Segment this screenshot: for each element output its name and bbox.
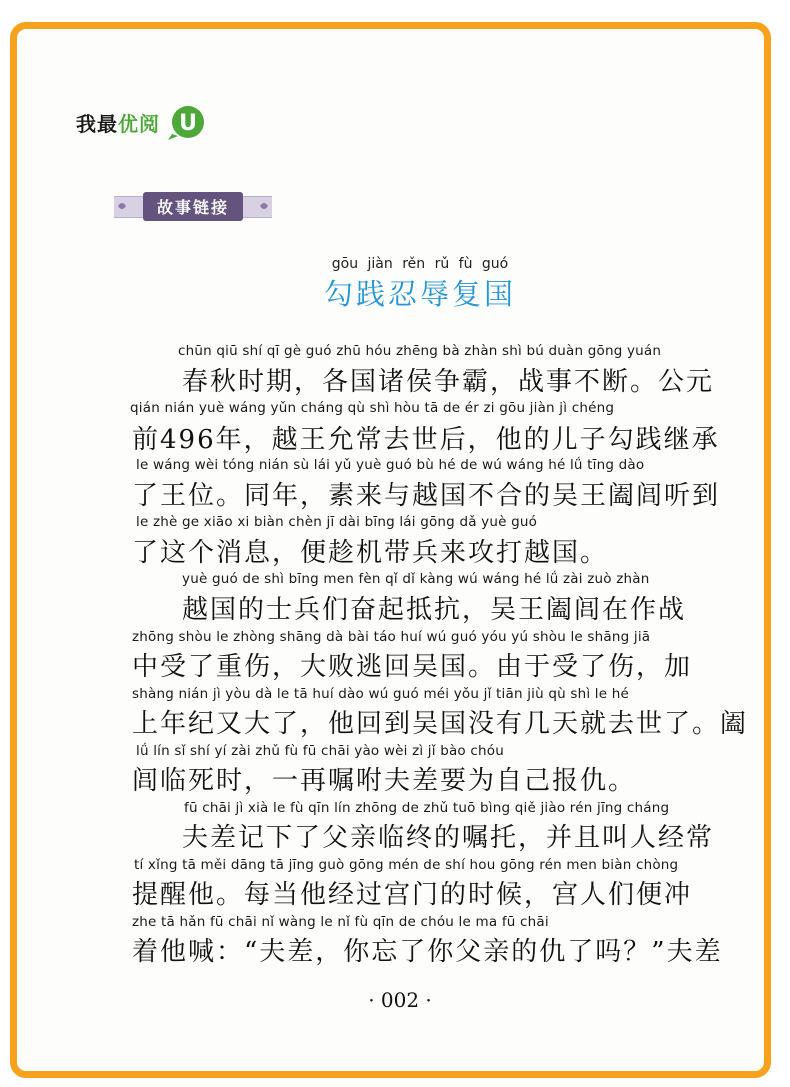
text-line: 越国的士兵们奋起抵抗，吴王阖闾在作战: [182, 595, 687, 625]
pinyin-line: zhōng shòu le zhòng shāng dà bài táo huí wú guó yóu yú shòu le shāng jiā: [132, 629, 651, 645]
text-line: 中受了重伤，大败逃回吴国。由于受了伤，加: [132, 652, 693, 682]
text-line: 着他喊：“夫差，你忘了你父亲的仇了吗？”夫差: [132, 937, 723, 967]
brand-highlight: 优阅: [118, 111, 160, 136]
ornament-right-icon: [258, 198, 270, 214]
pinyin-line: tí xǐng tā měi dāng tā jīng guò gōng mén de shí hou gōng rén men biàn chòng: [134, 857, 679, 873]
pinyin-line: zhe tā hǎn fū chāi nǐ wàng le nǐ fù qīn de chóu le ma fū chāi: [132, 914, 549, 930]
text-line: 了王位。同年，素来与越国不合的吴王阖闾听到: [132, 481, 721, 511]
text-line: 提醒他。每当他经过宫门的时候，宫人们便冲: [132, 880, 693, 910]
story-title: 勾践忍辱复国: [323, 277, 516, 311]
section-tag-label: 故事链接: [143, 192, 243, 221]
text-line: 闾临死时，一再嘱咐夫差要为自己报仇。: [132, 766, 637, 796]
pinyin-line: lǘ lín sǐ shí yí zài zhǔ fù fū chāi yào wèi zì jǐ bào chóu: [136, 743, 504, 759]
pinyin-line: yuè guó de shì bīng men fèn qǐ dǐ kàng wú wáng hé lǘ zài zuò zhàn: [182, 571, 650, 587]
brand-logo-letter: U: [179, 111, 197, 136]
title-pinyin: gōu jiàn rěn rǔ fù guó: [331, 256, 509, 272]
ornament-left-icon: [116, 198, 128, 214]
pinyin-line: chūn qiū shí qī gè guó zhū hóu zhēng bà zhàn shì bú duàn gōng yuán: [178, 343, 662, 359]
text-line: 春秋时期，各国诸侯争霸，战事不断。公元: [182, 367, 715, 397]
pinyin-line: le zhè ge xiāo xi biàn chèn jī dài bīng lái gōng dǎ yuè guó: [136, 514, 538, 530]
pinyin-line: qián nián yuè wáng yǔn cháng qù shì hòu tā de ér zi gōu jiàn jì chéng: [130, 400, 615, 416]
text-line: 夫差记下了父亲临终的嘱托，并且叫人经常: [182, 823, 715, 853]
pinyin-line: fū chāi jì xià le fù qīn lín zhōng de zhǔ tuō bìng qiě jiào rén jīng cháng: [184, 800, 670, 816]
brand-prefix: 我最: [76, 111, 118, 136]
text-line: 了这个消息，便趁机带兵来攻打越国。: [132, 538, 609, 568]
text-line: 前496年，越王允常去世后，他的儿子勾践继承: [132, 425, 720, 455]
text-line: 上年纪又大了，他回到吴国没有几天就去世了。阖: [132, 709, 749, 739]
page-number: · 002 ·: [368, 988, 432, 1012]
pinyin-line: le wáng wèi tóng nián sù lái yǔ yuè guó bù hé de wú wáng hé lǘ tīng dào: [136, 457, 645, 473]
pinyin-line: shàng nián jì yòu dà le tā huí dào wú guó méi yǒu jǐ tiān jiù qù shì le hé: [132, 686, 630, 702]
